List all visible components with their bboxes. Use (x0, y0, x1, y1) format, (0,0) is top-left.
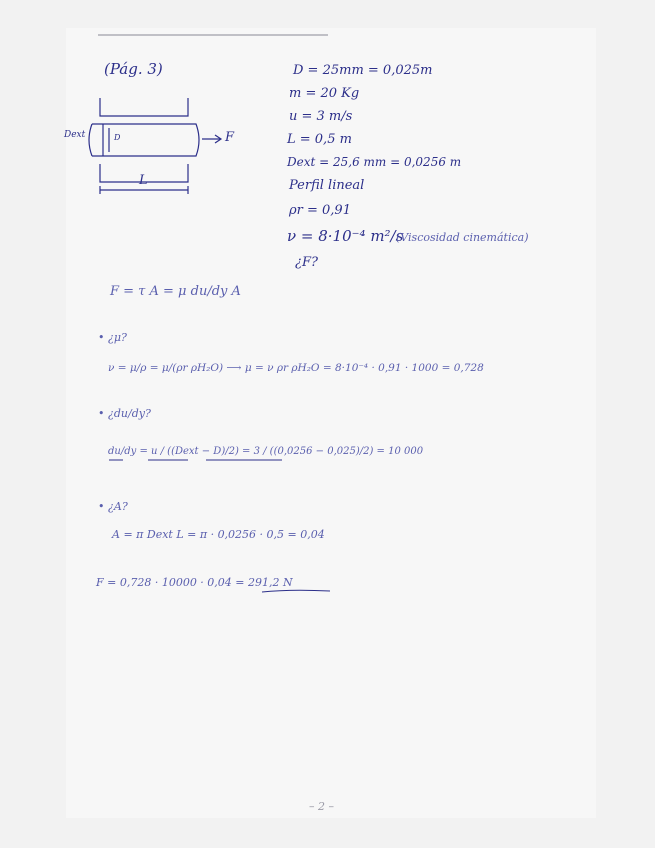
given-mass: m = 20 Kg (289, 86, 360, 101)
diagram-label-force: F (225, 130, 235, 145)
given-outer-diameter: Dext = 25,6 mm = 0,0256 m (287, 155, 462, 169)
force-formula: F = τ A = μ du/dy A (110, 284, 241, 299)
given-profile: Perfil lineal (289, 178, 365, 193)
given-kinematic-viscosity: ν = 8·10⁻⁴ m²/s (287, 227, 404, 245)
page-reference: (Pág. 3) (104, 60, 163, 78)
step-mu-heading: • ¿μ? (98, 331, 127, 344)
diagram-label-dext: Dext (64, 130, 86, 140)
viscosity-note: (Viscosidad cinemática) (396, 231, 529, 244)
cylinder-diagram (89, 98, 221, 194)
given-velocity: u = 3 m/s (289, 109, 353, 124)
given-relative-density: ρr = 0,91 (289, 203, 351, 218)
step-area-heading: • ¿A? (98, 500, 128, 513)
diagram-label-d: D (114, 133, 121, 142)
step-area-formula: A = π Dext L = π · 0,0256 · 0,5 = 0,04 (112, 528, 325, 541)
diagram-label-length: L (139, 173, 148, 188)
page-number: – 2 – (309, 800, 334, 813)
question-force: ¿F? (295, 255, 318, 270)
final-force-result: 291,2 N (248, 576, 293, 589)
given-diameter: D = 25mm = 0,025m (293, 63, 433, 78)
final-force-equation (96, 576, 293, 589)
step-mu-formula: ν = μ/ρ = μ/(ρr ρH₂O) ⟶ μ = ν ρr ρH₂O = 8·10⁻⁴ · 0,91 · 1000 = 0,728 (108, 362, 484, 374)
given-length: L = 0,5 m (287, 132, 352, 147)
step-dudy-heading: • ¿du/dy? (98, 407, 151, 420)
step-dudy-formula: du/dy = u / ((Dext − D)/2) = 3 / ((0,0256 − 0,025)/2) = 10 000 (108, 446, 424, 457)
final-force-left: F = 0,728 · 10000 · 0,04 = (96, 576, 249, 589)
